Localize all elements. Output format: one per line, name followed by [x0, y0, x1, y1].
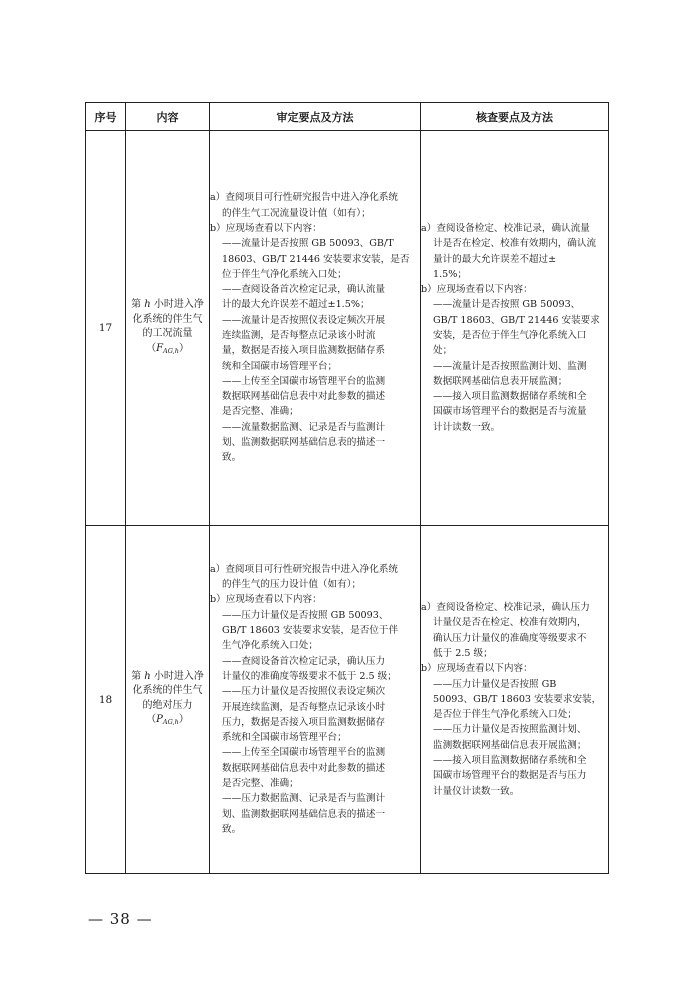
method-line: ——接入项目监测数据储存系统和全	[433, 391, 587, 403]
method-line: 量计的最大允许误差不超过±	[433, 253, 557, 265]
header-verification: 核查要点及方法	[421, 103, 609, 131]
symbol-subscript: AG,h	[162, 718, 179, 726]
method-line: ——接入项目监测数据储存系统和全	[433, 755, 587, 767]
page-number: — 38 —	[88, 910, 153, 928]
content-h: h	[144, 299, 151, 310]
content-line3: 的工况流量	[142, 328, 193, 339]
content-h: h	[144, 670, 151, 682]
method-line: GB/T 18603 安装要求安装，是否位于伴	[222, 625, 399, 637]
method-line: 的伴生气工况流量设计值（如有）；	[222, 207, 371, 219]
row-number: 18	[86, 526, 126, 874]
method-line: 的伴生气的压力设计值（如有）；	[222, 579, 362, 591]
method-line: a）查阅设备检定、校准记录，确认流量	[421, 222, 590, 234]
method-line: 是否完整、准确；	[222, 406, 299, 418]
header-no: 序号	[86, 103, 126, 131]
row-content	[126, 131, 210, 526]
method-line: ——压力计量仪是否按照仪表设定频次	[222, 686, 386, 698]
table-row	[86, 526, 609, 874]
content-prefix: 第	[131, 299, 142, 310]
method-line: GB/T 18603、GB/T 21446 安装要求	[433, 314, 600, 326]
header-row	[86, 103, 609, 131]
method-line: 确认压力计量仪的准确度等级要求不	[433, 632, 587, 644]
method-line: ——流量计是否按照 GB 50093、GB/T	[222, 238, 394, 250]
symbol-letter: P	[156, 714, 163, 725]
content-line2: 化系统的伴生气	[132, 685, 203, 696]
review-table	[85, 102, 609, 874]
method-line: ——流量数据监测、记录是否与监测计	[222, 421, 386, 433]
validation-cell	[210, 526, 421, 874]
row-number: 17	[86, 131, 126, 526]
method-line: 是否完整、准确；	[222, 777, 299, 789]
method-line: 统和全国碳市场管理平台；	[222, 360, 338, 372]
method-line: 划、监测数据联网基础信息表的描述一	[222, 437, 386, 449]
method-line: ——压力计量仪是否按照 GB 50093、	[222, 609, 389, 621]
method-line: 致。	[222, 823, 242, 835]
method-line: 压力，数据是否接入项目监测数据储存	[222, 716, 386, 728]
method-line: 18603、GB/T 21446 安装要求安装，是否	[222, 253, 410, 265]
method-line: ——查阅设备首次检定记录，确认压力	[222, 655, 386, 667]
verification-cell	[421, 131, 609, 526]
method-line: ——流量计是否按照 GB 50093、	[433, 299, 581, 311]
parameter-symbol: $(F_{AG,h})$	[146, 342, 189, 355]
method-line: ——上传至全国碳市场管理平台的监测	[222, 375, 386, 387]
method-line: 计的最大允许误差不超过±1.5%；	[222, 299, 370, 311]
method-line: 致。	[222, 452, 242, 464]
content-line1b: 小时进入净	[153, 670, 204, 682]
method-line: 生气净化系统入口处；	[222, 640, 318, 652]
method-line: ——流量计是否按照监测计划、监测	[433, 360, 587, 372]
method-line: 国碳市场管理平台的数据是否与压力	[433, 770, 587, 782]
method-line: 数据联网基础信息表中对此参数的描述	[222, 391, 386, 403]
method-line: b）应现场查看以下内容：	[210, 222, 322, 234]
method-line: 国碳市场管理平台的数据是否与流量	[433, 406, 587, 418]
method-line: b）应现场查看以下内容：	[210, 594, 322, 606]
method-line: ——查阅设备首次检定记录，确认流量	[222, 284, 386, 296]
method-line: 计量仪计读数一致。	[433, 785, 520, 797]
method-line: 是否位于伴生气净化系统入口处；	[433, 709, 577, 721]
method-line: 连续监测，是否每整点记录该小时流	[222, 330, 376, 341]
method-line: b）应现场查看以下内容：	[421, 284, 533, 296]
method-line: ——压力数据监测、记录是否与监测计	[222, 793, 386, 805]
method-line: 计量仪的准确度等级要求不低于 2.5 级；	[222, 670, 397, 682]
method-line: 计计读数一致。	[433, 421, 501, 433]
row-content	[126, 526, 210, 874]
method-line: ——流量计是否按照仪表设定频次开展	[222, 314, 386, 326]
method-line: ——上传至全国碳市场管理平台的监测	[222, 747, 386, 759]
method-line: 数据联网基础信息表开展监测；	[433, 375, 568, 387]
content-line3: 的绝对压力	[142, 699, 193, 711]
method-line: 位于伴生气净化系统入口处；	[222, 268, 347, 280]
method-line: 量，数据是否接入项目监测数据储存系	[222, 345, 386, 357]
header-content: 内容	[126, 103, 210, 131]
content-line2: 化系统的伴生气	[132, 313, 203, 325]
method-line: 系统和全国碳市场管理平台；	[222, 732, 347, 744]
validation-cell	[210, 131, 421, 526]
method-line: a）查阅项目可行性研究报告中进入净化系统	[210, 192, 399, 204]
method-line: a）查阅项目可行性研究报告中进入净化系统	[210, 563, 399, 575]
header-validation: 审定要点及方法	[210, 103, 421, 131]
method-line: 1.5%；	[433, 268, 467, 280]
symbol-subscript: AG,h	[163, 346, 179, 355]
method-line: a）查阅设备检定、校准记录，确认压力	[421, 602, 590, 614]
method-line: 计量仪是否在检定、校准有效期内，	[433, 617, 587, 629]
method-line: 处；	[433, 345, 453, 357]
method-line: ——压力计量仪是否按照监测计划、	[433, 724, 587, 736]
symbol-letter: F	[156, 342, 164, 354]
content-line1b: 小时进入净	[153, 299, 204, 310]
content-prefix: 第	[131, 670, 142, 682]
method-line: 计是否在检定、校准有效期内，确认流	[433, 238, 597, 250]
method-line: 监测数据联网基础信息表开展监测；	[433, 739, 587, 751]
method-line: b）应现场查看以下内容：	[421, 663, 533, 675]
method-line: 低于 2.5 级；	[433, 647, 493, 659]
method-line: 数据联网基础信息表中对此参数的描述	[222, 762, 386, 774]
method-line: 划、监测数据联网基础信息表的描述一	[222, 808, 386, 820]
verification-cell	[421, 526, 609, 874]
table-row	[86, 131, 609, 526]
parameter-symbol: $(P_{AG,h})$	[146, 714, 189, 726]
method-line: ——压力计量仪是否按照 GB	[433, 678, 557, 690]
method-line: 开展连续监测，是否每整点记录该小时	[222, 701, 386, 713]
method-line: 安装，是否位于伴生气净化系统入口	[433, 330, 587, 341]
method-line: 50093、GB/T 18603 安装要求安装，	[433, 693, 602, 705]
